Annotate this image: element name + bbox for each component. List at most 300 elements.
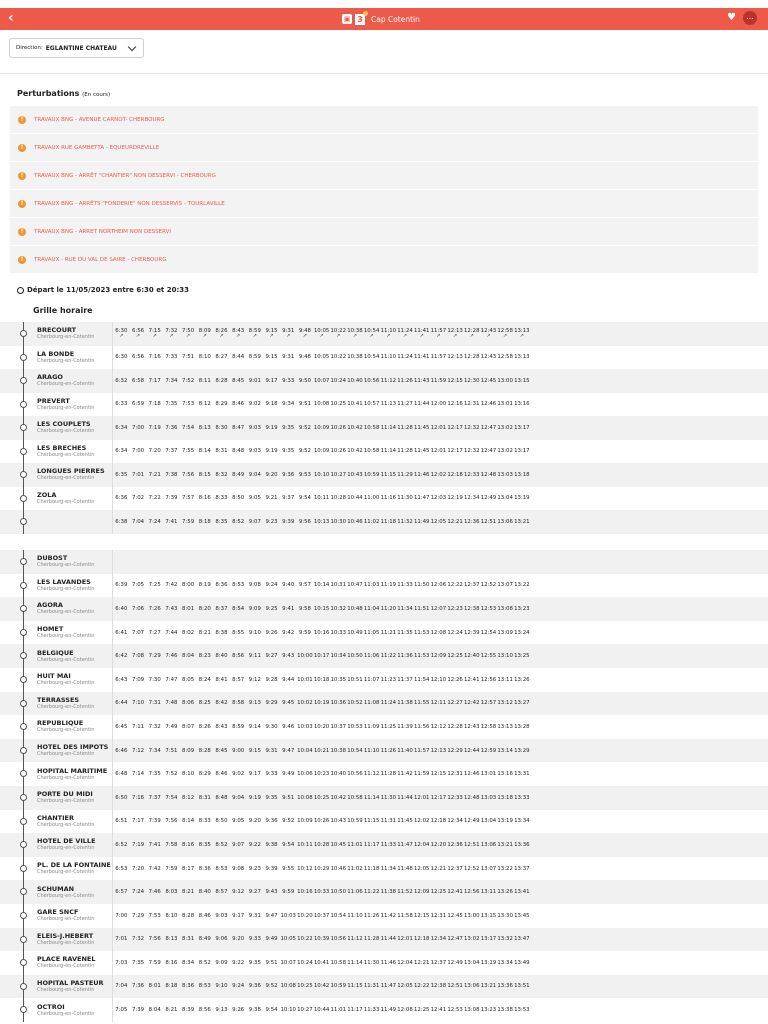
time-value: 10:22 <box>297 936 313 943</box>
stop-cell[interactable] <box>37 762 113 786</box>
time-value: 6:48 <box>115 771 128 778</box>
time-value: 11:12 <box>347 936 363 943</box>
departure-time <box>263 322 280 346</box>
departure-time <box>146 510 163 534</box>
departure-time <box>397 951 414 975</box>
time-value: 13:53 <box>514 1007 530 1014</box>
departure-time <box>230 369 247 393</box>
arrow-up-right-icon: ↗ <box>369 333 374 340</box>
time-value: 8:12 <box>182 794 195 801</box>
time-value: 12:51 <box>447 983 463 990</box>
departure-time <box>413 810 430 834</box>
departure-time <box>480 762 497 786</box>
departure-time <box>146 715 163 739</box>
departure-time <box>163 739 180 763</box>
time-value: 7:01 <box>115 936 128 943</box>
time-value: 13:12 <box>497 700 513 707</box>
time-value: 8:41 <box>215 676 228 683</box>
time-value: 11:08 <box>363 700 380 707</box>
time-value: 12:05 <box>397 983 413 990</box>
departure-time <box>480 833 497 857</box>
departure-time <box>480 440 497 464</box>
time-value: 7:20 <box>148 448 161 455</box>
departure-time <box>463 346 480 370</box>
time-value: 13:45 <box>514 912 530 919</box>
arrow-up-right-icon: ↗ <box>269 333 274 340</box>
departure-time <box>430 416 447 440</box>
time-value: 10:10 <box>280 1007 296 1014</box>
time-value: 13:29 <box>514 747 530 754</box>
stop-cell[interactable] <box>37 621 113 645</box>
departure-time <box>413 786 430 810</box>
times-row <box>113 487 530 511</box>
stop-cell[interactable] <box>37 928 113 952</box>
time-value: 13:36 <box>497 983 513 990</box>
time-value: 10:59 <box>330 983 347 990</box>
departure-time <box>413 998 430 1022</box>
departure-time <box>497 786 514 810</box>
departure-time <box>447 833 464 857</box>
departure-time <box>347 322 364 346</box>
stop-dot-icon <box>20 700 27 707</box>
departure-time <box>230 346 247 370</box>
time-value: 12:30 <box>464 377 480 384</box>
departure-time <box>463 857 480 881</box>
time-value: 11:33 <box>397 582 413 589</box>
departure-time <box>180 833 197 857</box>
stop-city: Cherbourg-en-Cotentin <box>37 869 95 876</box>
time-value: 13:01 <box>497 401 513 408</box>
departure-time <box>330 810 347 834</box>
perturbation-item[interactable] <box>10 246 758 274</box>
departure-time <box>130 715 147 739</box>
time-value: 7:53 <box>182 401 195 408</box>
departure-time <box>430 621 447 645</box>
departure-time <box>263 369 280 393</box>
time-value: 7:42 <box>148 865 161 872</box>
departure-time <box>497 928 514 952</box>
times-row <box>113 810 530 834</box>
table-row <box>0 597 768 621</box>
time-value: 12:34 <box>464 495 480 502</box>
times-row <box>113 416 530 440</box>
departure-time <box>413 668 430 692</box>
departure-time <box>280 998 297 1022</box>
warning-icon: ! <box>18 256 26 264</box>
departure-time <box>263 574 280 598</box>
departure-time <box>380 322 397 346</box>
time-value: 10:44 <box>313 1007 330 1014</box>
departure-time <box>213 715 230 739</box>
time-value: 7:54 <box>182 424 195 431</box>
stop-cell[interactable] <box>37 786 113 810</box>
time-value: 8:16 <box>198 495 211 502</box>
departure-time <box>514 644 531 668</box>
perturbation-item[interactable] <box>10 218 758 246</box>
stop-cell[interactable] <box>37 463 113 487</box>
stop-city: Cherbourg-en-Cotentin <box>37 774 95 781</box>
perturbation-item[interactable] <box>10 106 758 134</box>
table-row <box>0 998 768 1022</box>
perturbations-heading: Perturbations <box>17 89 80 98</box>
departure-time <box>230 904 247 928</box>
time-value: 9:15 <box>265 354 278 361</box>
time-value: 7:17 <box>148 377 161 384</box>
departure-time <box>113 857 130 881</box>
time-value: 13:16 <box>514 401 530 408</box>
departure-time <box>397 621 414 645</box>
departure-time <box>397 644 414 668</box>
time-value: 9:43 <box>265 889 278 896</box>
time-value: 8:35 <box>215 518 228 525</box>
time-value: 11:57 <box>413 747 430 754</box>
time-value: 13:21 <box>497 841 513 848</box>
departure-time <box>413 487 430 511</box>
departure-time <box>313 975 330 999</box>
departure-time <box>347 998 364 1022</box>
departure-time <box>297 928 314 952</box>
time-value: 12:25 <box>413 1007 430 1014</box>
time-value: 13:02 <box>497 424 513 431</box>
departure-time <box>247 928 264 952</box>
stop-cell[interactable] <box>37 833 113 857</box>
departure-time <box>447 463 464 487</box>
departure-time <box>463 416 480 440</box>
time-value: 12:46 <box>480 401 497 408</box>
stop-cell[interactable] <box>37 857 113 881</box>
stop-cell[interactable] <box>37 346 113 370</box>
time-value: 13:10 <box>497 653 513 660</box>
time-value: 9:47 <box>282 747 295 754</box>
stop-name: HOPITAL MARITIME <box>37 766 108 775</box>
time-value: 7:24 <box>131 889 145 896</box>
time-value: 7:37 <box>165 448 178 455</box>
departure-time <box>413 715 430 739</box>
departure-time <box>463 597 480 621</box>
departure-time <box>196 998 213 1022</box>
time-value: 6:45 <box>115 723 128 730</box>
time-value: 9:10 <box>248 629 261 636</box>
stop-cell[interactable] <box>37 440 113 464</box>
time-value: 9:48 <box>298 328 311 335</box>
time-value: 8:43 <box>232 328 245 335</box>
time-value: 13:03 <box>480 794 497 801</box>
departure-time <box>113 668 130 692</box>
perturbation-text: TRAVAUX RUE GAMBETTA - EQUEURDREVILLE <box>34 144 160 151</box>
time-value: 7:39 <box>148 818 161 825</box>
departure-time <box>146 574 163 598</box>
time-value: 10:58 <box>330 959 347 966</box>
time-value: 12:46 <box>464 771 480 778</box>
time-value: 12:42 <box>464 700 480 707</box>
departure-time <box>330 857 347 881</box>
time-value: 9:19 <box>265 424 278 431</box>
time-value: 7:30 <box>148 676 161 683</box>
stop-cell[interactable] <box>37 550 113 574</box>
departure-time <box>230 510 247 534</box>
time-value: 10:39 <box>313 936 330 943</box>
time-value: 13:06 <box>497 518 513 525</box>
time-value: 9:01 <box>248 377 261 384</box>
departure-time <box>480 322 497 346</box>
time-value: 7:17 <box>131 818 145 825</box>
time-value: 8:49 <box>232 471 245 478</box>
departure-time <box>413 644 430 668</box>
departure-time <box>113 346 130 370</box>
time-value: 13:11 <box>480 889 497 896</box>
departure-time <box>380 762 397 786</box>
stop-city: Cherbourg-en-Cotentin <box>37 562 95 569</box>
departure-time <box>330 510 347 534</box>
perturbation-item[interactable] <box>10 190 758 218</box>
time-value: 11:46 <box>380 959 397 966</box>
stop-dot-icon <box>20 629 27 636</box>
time-value: 10:01 <box>297 676 313 683</box>
table-row <box>0 574 768 598</box>
stop-cell[interactable] <box>37 416 113 440</box>
stop-name: GARE SNCF <box>37 908 79 917</box>
departure-time <box>280 621 297 645</box>
perturbation-item[interactable] <box>10 134 758 162</box>
stop-cell[interactable] <box>37 975 113 999</box>
stop-cell[interactable] <box>37 904 113 928</box>
time-value: 13:19 <box>480 959 497 966</box>
departure-time <box>313 440 330 464</box>
time-value: 10:05 <box>313 354 330 361</box>
time-value: 10:38 <box>330 747 347 754</box>
chevron-left-icon[interactable]: ‹ <box>8 10 14 26</box>
time-value: 6:40 <box>115 605 128 612</box>
departure-time <box>447 644 464 668</box>
stop-name: PLACE RAVENEL <box>37 955 96 964</box>
departure-time <box>196 369 213 393</box>
grid-title: Grille horaire <box>33 306 93 315</box>
stop-cell[interactable] <box>37 951 113 975</box>
time-value: 9:49 <box>282 771 295 778</box>
departure-time <box>330 463 347 487</box>
stop-dot-icon <box>20 558 27 565</box>
time-value: 10:15 <box>313 605 330 612</box>
time-value: 8:49 <box>198 936 211 943</box>
time-value: 12:17 <box>447 424 463 431</box>
departure-time <box>146 487 163 511</box>
stop-dot-icon <box>20 936 27 943</box>
stop-cell[interactable] <box>37 574 113 598</box>
table-row <box>0 550 768 574</box>
stop-name: ARAGO <box>37 373 63 382</box>
departure-time <box>297 715 314 739</box>
departure-time <box>363 951 380 975</box>
time-value: 6:50 <box>115 794 128 801</box>
more-icon[interactable]: … <box>743 11 757 25</box>
time-value: 9:52 <box>298 424 311 431</box>
stop-cell[interactable] <box>37 692 113 716</box>
time-value: 7:42 <box>165 582 178 589</box>
departure-time <box>230 857 247 881</box>
time-value: 8:37 <box>215 605 228 612</box>
departure-time <box>397 833 414 857</box>
heart-icon[interactable]: ♥ <box>727 12 736 23</box>
time-value: 7:51 <box>182 354 195 361</box>
time-value: 11:28 <box>380 771 397 778</box>
time-value: 7:35 <box>165 401 178 408</box>
time-value: 13:51 <box>514 983 530 990</box>
departure-time <box>113 880 130 904</box>
departure-time <box>497 668 514 692</box>
departure-time <box>196 904 213 928</box>
departure-time <box>397 369 414 393</box>
table-row <box>0 668 768 692</box>
stop-name: BRECOURT <box>37 326 77 335</box>
departure-time <box>247 463 264 487</box>
departure-time <box>230 644 247 668</box>
departure-time <box>330 975 347 999</box>
time-value: 9:31 <box>282 354 295 361</box>
stop-cell[interactable] <box>37 487 113 511</box>
departure-time <box>163 322 180 346</box>
departure-time <box>213 904 230 928</box>
time-value: 9:02 <box>248 401 261 408</box>
departure-time <box>380 951 397 975</box>
stop-cell[interactable] <box>37 998 113 1022</box>
departure-time <box>447 487 464 511</box>
time-value: 10:54 <box>330 912 347 919</box>
stop-cell[interactable] <box>37 597 113 621</box>
arrow-up-right-icon: ↗ <box>135 333 141 340</box>
arrow-up-right-icon: ↗ <box>302 333 307 340</box>
stop-cell[interactable] <box>37 668 113 692</box>
departure-time <box>347 928 364 952</box>
time-value: 11:10 <box>347 912 363 919</box>
time-value: 12:25 <box>447 653 463 660</box>
time-value: 13:21 <box>514 518 530 525</box>
departure-time <box>497 810 514 834</box>
perturbation-item[interactable] <box>10 162 758 190</box>
time-value: 13:17 <box>514 424 530 431</box>
departure-time <box>480 739 497 763</box>
time-value: 10:48 <box>347 605 363 612</box>
departure-time <box>497 510 514 534</box>
times-row <box>113 762 530 786</box>
stop-cell[interactable] <box>37 715 113 739</box>
time-value: 13:06 <box>480 841 497 848</box>
time-value: 12:02 <box>430 471 447 478</box>
stop-name: HOMET <box>37 625 64 634</box>
departure-time <box>514 880 531 904</box>
time-value: 13:22 <box>514 582 530 589</box>
time-value: 7:16 <box>148 354 161 361</box>
departure-time <box>447 322 464 346</box>
time-value: 9:20 <box>232 936 245 943</box>
departure-time <box>363 369 380 393</box>
departure-time <box>463 692 480 716</box>
departure-time <box>180 393 197 417</box>
departure-time <box>280 597 297 621</box>
departure-time <box>297 644 314 668</box>
time-value: 10:19 <box>313 700 330 707</box>
time-value: 8:24 <box>198 676 211 683</box>
departure-time <box>280 692 297 716</box>
time-value: 7:06 <box>131 605 145 612</box>
stop-cell[interactable] <box>37 393 113 417</box>
stop-name: LA BONDE <box>37 349 75 358</box>
time-value: 9:09 <box>215 959 228 966</box>
perturbations-subtitle: (En cours) <box>82 92 111 98</box>
stop-cell[interactable] <box>37 810 113 834</box>
time-value: 10:35 <box>330 676 347 683</box>
departure-time <box>330 692 347 716</box>
departure-time <box>263 668 280 692</box>
time-value: 11:56 <box>413 723 430 730</box>
stop-dot-icon <box>20 676 27 683</box>
time-value: 12:13 <box>447 328 463 335</box>
departure-time <box>514 463 531 487</box>
stop-city: Cherbourg-en-Cotentin <box>37 381 95 388</box>
time-value: 10:25 <box>297 983 313 990</box>
departure-time <box>213 487 230 511</box>
direction-select[interactable] <box>9 38 144 58</box>
departure-time <box>480 951 497 975</box>
departure-time <box>146 998 163 1022</box>
stop-cell[interactable] <box>37 880 113 904</box>
time-value: 6:56 <box>131 354 145 361</box>
departure-time <box>313 810 330 834</box>
departure-time <box>497 463 514 487</box>
stop-name: LONGUES PIERRES <box>37 467 105 476</box>
departure-time <box>313 621 330 645</box>
departure-time <box>113 322 130 346</box>
departure-time <box>180 739 197 763</box>
time-value: 8:04 <box>182 653 195 660</box>
departure-time <box>297 786 314 810</box>
time-value: 9:27 <box>248 889 261 896</box>
times-row <box>113 463 530 487</box>
stop-cell[interactable] <box>37 644 113 668</box>
time-value: 12:43 <box>480 354 497 361</box>
time-value: 12:49 <box>464 818 480 825</box>
times-row <box>113 668 530 692</box>
stop-cell[interactable] <box>37 510 113 534</box>
departure-time <box>480 692 497 716</box>
time-value: 12:56 <box>480 676 497 683</box>
time-value: 12:27 <box>447 700 463 707</box>
departure-time <box>130 574 147 598</box>
departure-time <box>263 904 280 928</box>
stop-name: PREVERT <box>37 396 70 405</box>
stop-cell[interactable] <box>37 369 113 393</box>
time-value: 9:55 <box>282 865 295 872</box>
stop-cell[interactable] <box>37 739 113 763</box>
departure-time <box>480 393 497 417</box>
departure-time <box>297 857 314 881</box>
time-value: 13:15 <box>480 912 497 919</box>
departure-time <box>146 597 163 621</box>
time-value: 12:31 <box>430 912 447 919</box>
departure-time <box>430 692 447 716</box>
time-value: 13:41 <box>514 889 530 896</box>
departure-time <box>413 692 430 716</box>
stop-cell[interactable] <box>37 322 113 346</box>
departure-time <box>163 574 180 598</box>
time-value: 8:14 <box>198 448 211 455</box>
time-value: 11:32 <box>397 518 413 525</box>
departure-time <box>230 951 247 975</box>
top-bar <box>0 0 768 32</box>
time-value: 7:56 <box>148 936 161 943</box>
time-value: 6:33 <box>115 401 128 408</box>
departure-time <box>447 975 464 999</box>
departure-time <box>247 440 264 464</box>
